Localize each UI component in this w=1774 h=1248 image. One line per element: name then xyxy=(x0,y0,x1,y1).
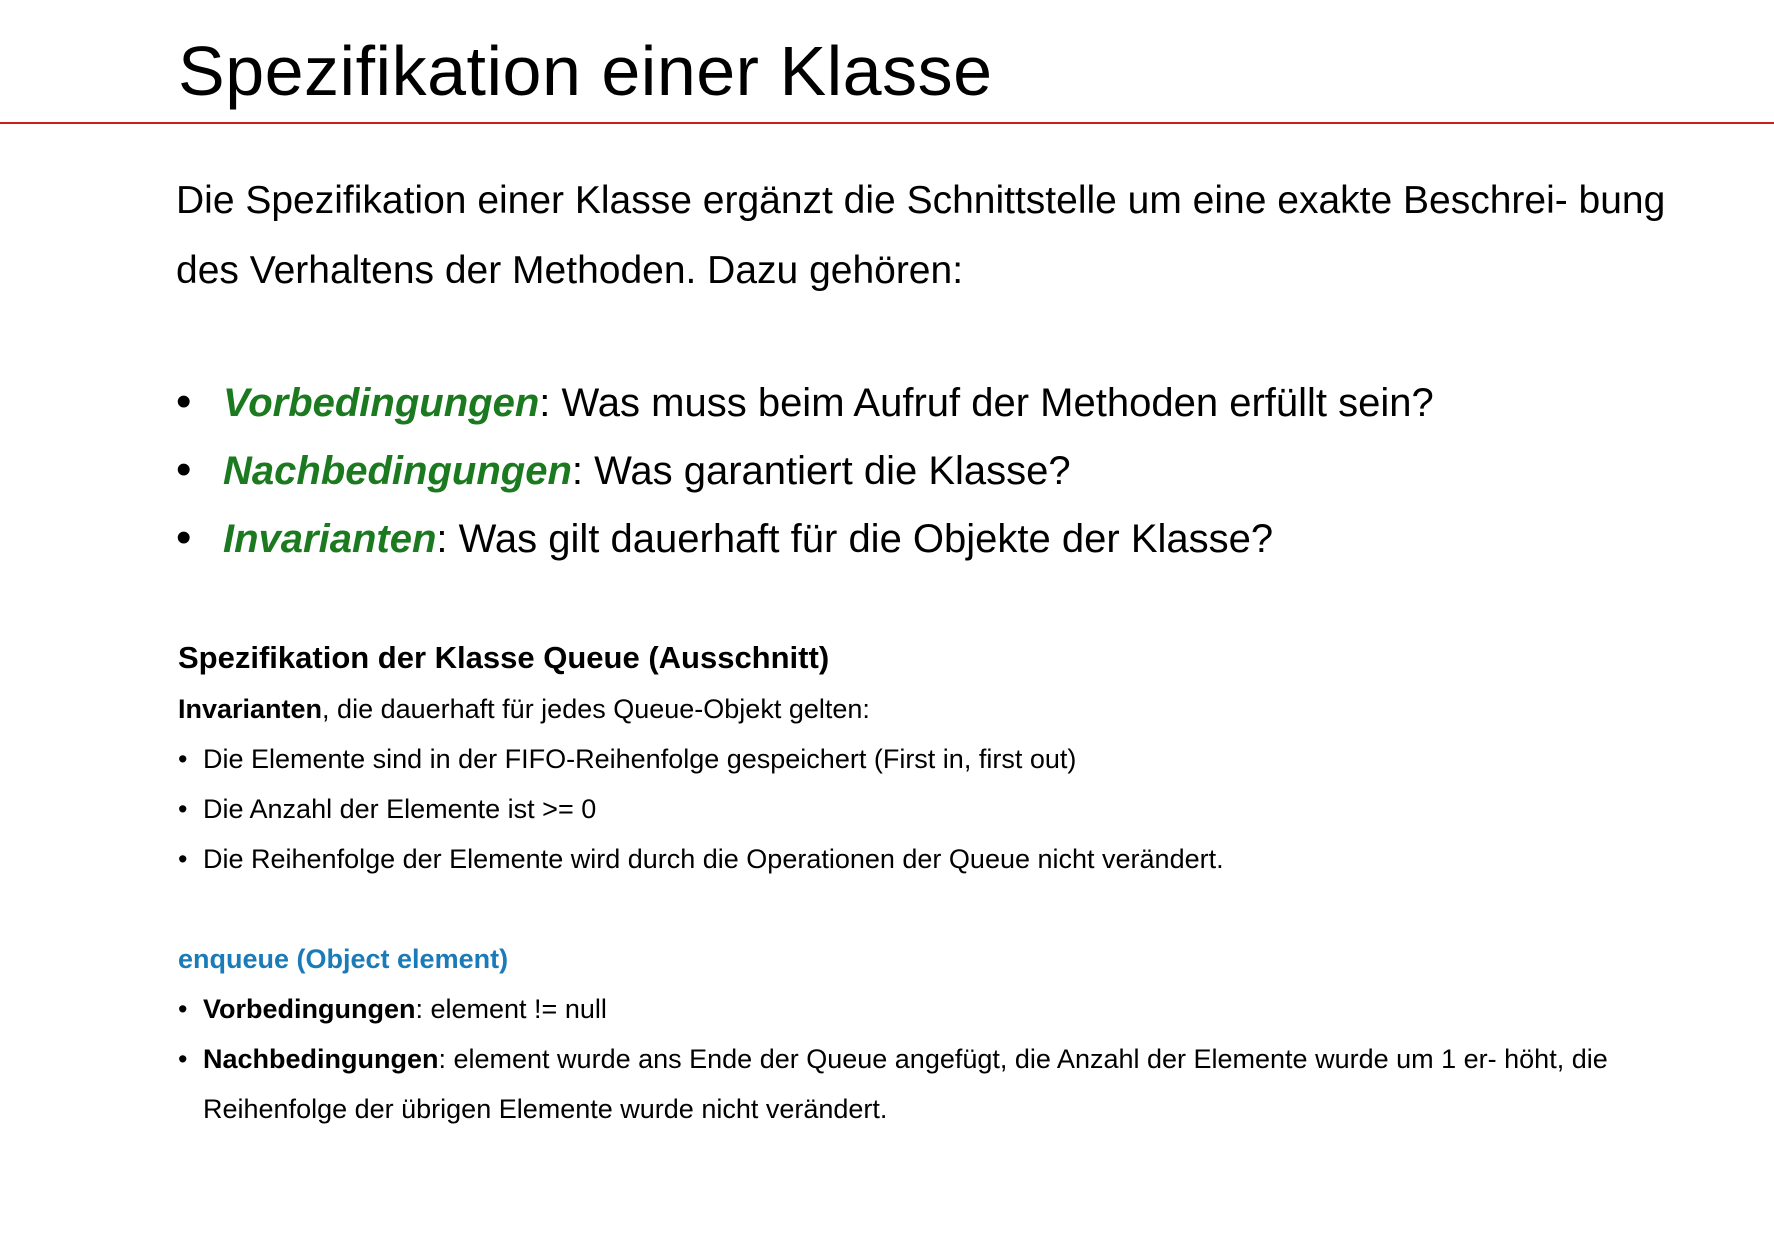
term-postconditions: Nachbedingungen xyxy=(223,449,572,493)
list-item xyxy=(178,1034,1678,1134)
queue-specification xyxy=(178,632,1678,1134)
method-heading: enqueue (Object element) xyxy=(178,944,509,974)
invariant-text: Die Reihenfolge der Elemente wird durch die Operationen der Queue nicht verändert. xyxy=(203,844,1224,874)
postcondition-term: Nachbedingungen xyxy=(203,1044,439,1074)
invariants-list xyxy=(178,734,1678,884)
intro-paragraph: Die Spezifikation einer Klasse ergänzt die Schnittstelle um eine exakte Beschrei- bung des Verhaltens der Methoden. Dazu gehören: xyxy=(176,179,1666,292)
bullet-icon: • xyxy=(178,794,188,824)
bullet-icon: • xyxy=(178,844,188,874)
section-spacer xyxy=(178,884,1678,934)
term-invariants: Invarianten xyxy=(223,517,437,561)
key-concepts-list xyxy=(176,368,1434,572)
slide-title: Spezifikation einer Klasse xyxy=(178,36,993,110)
term-preconditions: Vorbedingungen xyxy=(223,381,540,425)
precondition-term: Vorbedingungen xyxy=(203,994,416,1024)
precondition-text: : element != null xyxy=(415,994,607,1024)
invariants-intro-text: , die dauerhaft für jedes Queue-Objekt gelten: xyxy=(322,694,870,724)
invariant-text: Die Elemente sind in der FIFO-Reihenfolge gespeichert (First in, first out) xyxy=(203,744,1077,774)
list-item xyxy=(176,504,1434,572)
bullet-icon: • xyxy=(178,994,188,1024)
bullet-icon: • xyxy=(176,513,192,562)
invariant-text: Die Anzahl der Elemente ist >= 0 xyxy=(203,794,597,824)
term-description: : Was garantiert die Klasse? xyxy=(571,449,1071,493)
method-conditions-list xyxy=(178,984,1678,1134)
title-divider xyxy=(0,122,1774,124)
bullet-icon: • xyxy=(178,744,188,774)
bullet-icon: • xyxy=(176,377,192,426)
list-item xyxy=(178,834,1678,884)
list-item xyxy=(178,734,1678,784)
invariants-term: Invarianten xyxy=(178,694,323,724)
bullet-icon: • xyxy=(176,445,192,494)
invariants-intro xyxy=(178,684,1678,734)
section-heading: Spezifikation der Klasse Queue (Ausschnitt) xyxy=(178,640,830,675)
list-item xyxy=(178,984,1678,1034)
term-description: : Was gilt dauerhaft für die Objekte der Klasse? xyxy=(436,517,1274,561)
list-item xyxy=(176,436,1434,504)
postcondition-text: : element wurde ans Ende der Queue angefügt, die Anzahl der Elemente wurde um 1 er- höht, die Reihenfolge der übrigen Elemente wurde nicht verändert. xyxy=(203,1044,1608,1124)
list-item xyxy=(176,368,1434,436)
list-item xyxy=(178,784,1678,834)
bullet-icon: • xyxy=(178,1044,188,1074)
term-description: : Was muss beim Aufruf der Methoden erfüllt sein? xyxy=(539,381,1434,425)
